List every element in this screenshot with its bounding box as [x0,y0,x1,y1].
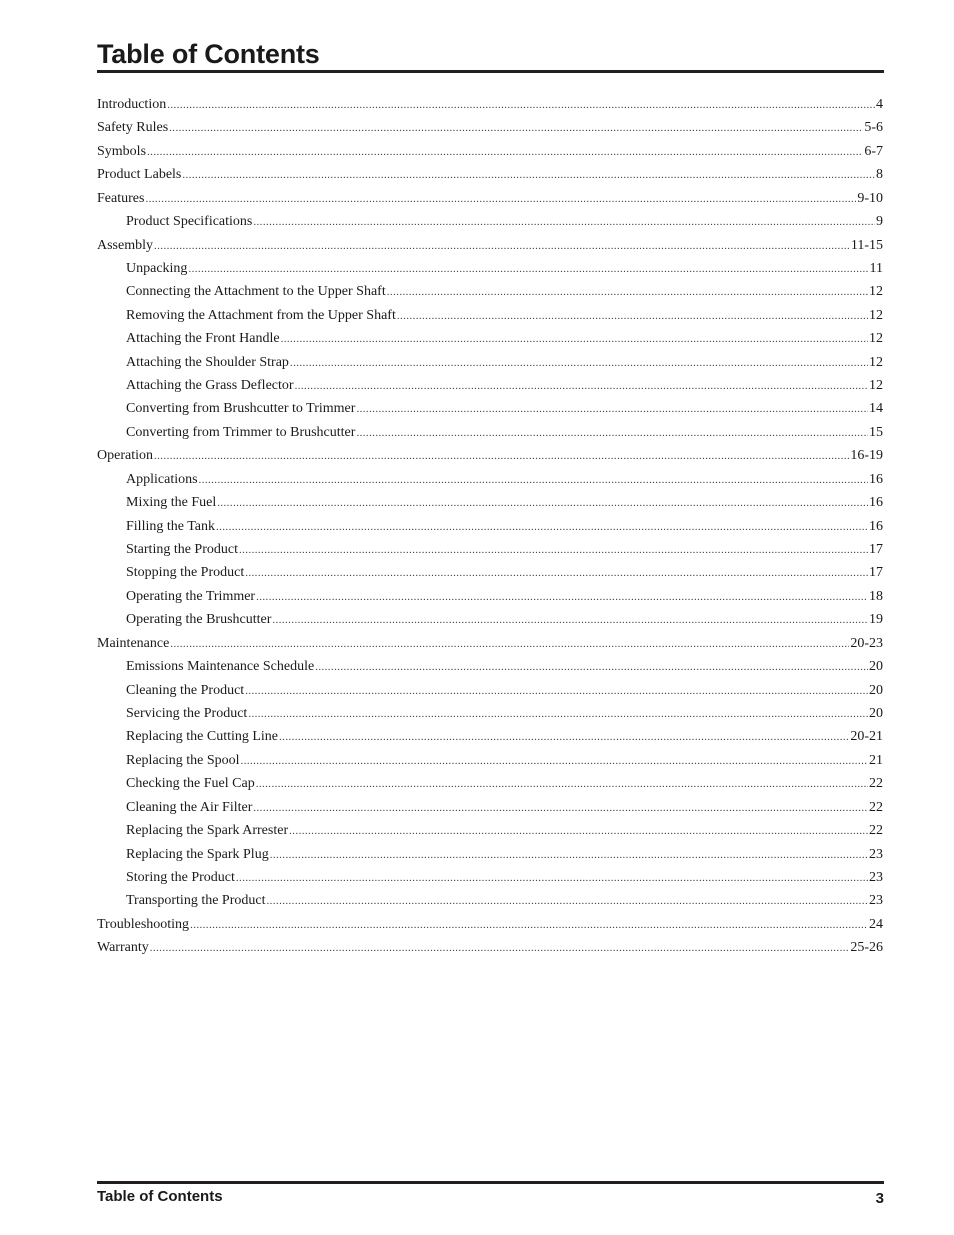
toc-entry-label: Safety Rules [97,120,169,136]
toc-dot-leader [245,562,868,585]
toc-entry[interactable] [97,210,883,233]
toc-entry-label: Mixing the Fuel [126,495,217,511]
toc-entry[interactable] [97,843,883,866]
toc-entry[interactable] [97,796,883,819]
toc-entry-page: 20-21 [850,729,883,745]
toc-entry-label: Assembly [97,237,153,253]
toc-dot-leader [248,703,868,726]
toc-entry-label: Transporting the Product [126,893,266,909]
toc-entry-page: 16 [869,518,883,534]
toc-dot-leader [387,281,868,304]
title-divider [97,70,884,73]
toc-entry-page: 16 [869,471,883,487]
toc-entry[interactable] [97,257,883,280]
toc-entry[interactable] [97,444,883,467]
toc-entry-page: 12 [869,354,883,370]
toc-entry-page: 12 [869,284,883,300]
toc-entry[interactable] [97,608,883,631]
toc-dot-leader [253,211,875,234]
toc-entry-label: Product Specifications [126,214,253,230]
toc-entry[interactable] [97,397,883,420]
toc-dot-leader [315,656,868,679]
page-title: Table of Contents [97,39,320,69]
toc-entry-label: Unpacking [126,260,188,276]
table-of-contents [97,93,883,960]
toc-entry[interactable] [97,936,883,959]
toc-entry-page: 4 [876,97,883,112]
toc-entry[interactable] [97,889,883,912]
toc-entry-label: Starting the Product [126,542,238,558]
toc-entry-label: Applications [126,471,198,487]
toc-dot-leader [236,867,868,890]
toc-entry[interactable] [97,93,883,116]
toc-entry-label: Replacing the Cutting Line [126,729,279,745]
toc-entry-page: 12 [869,378,883,394]
toc-entry[interactable] [97,702,883,725]
toc-entry-label: Replacing the Spool [126,752,240,768]
toc-dot-leader [147,141,863,164]
toc-dot-leader [295,375,868,398]
toc-dot-leader [182,164,875,187]
toc-entry-label: Features [97,190,145,206]
footer-section-title: Table of Contents [97,1188,223,1205]
toc-dot-leader [245,680,868,703]
toc-entry-page: 5-6 [864,120,883,136]
toc-entry-page: 14 [869,401,883,417]
toc-entry-page: 23 [869,893,883,909]
toc-entry-label: Operating the Trimmer [126,588,256,604]
toc-entry-label: Warranty [97,940,149,956]
toc-entry-label: Operation [97,448,153,464]
toc-entry[interactable] [97,772,883,795]
toc-entry[interactable] [97,725,883,748]
toc-dot-leader [397,305,868,328]
toc-dot-leader [170,633,849,656]
toc-dot-leader [239,539,868,562]
toc-entry-page: 15 [869,424,883,440]
toc-entry-page: 11 [869,260,883,276]
toc-entry-page: 12 [869,331,883,347]
toc-entry-page: 12 [869,307,883,323]
toc-dot-leader [169,117,863,140]
toc-entry-label: Connecting the Attachment to the Upper Shaft [126,284,386,300]
toc-entry-page: 16-19 [850,448,883,464]
toc-entry-label: Attaching the Shoulder Strap [126,354,289,370]
toc-entry[interactable] [97,491,883,514]
toc-entry[interactable] [97,304,883,327]
toc-entry-label: Emissions Maintenance Schedule [126,659,315,675]
toc-dot-leader [266,890,868,913]
toc-entry-label: Cleaning the Air Filter [126,799,253,815]
toc-dot-leader [217,492,868,515]
toc-entry[interactable] [97,561,883,584]
toc-entry-page: 22 [869,776,883,792]
toc-entry-page: 8 [876,167,883,183]
toc-entry-label: Removing the Attachment from the Upper Shaft [126,307,396,323]
toc-entry-label: Storing the Product [126,869,235,885]
toc-dot-leader [256,586,868,609]
toc-entry-label: Checking the Fuel Cap [126,776,255,792]
toc-entry-label: Operating the Brushcutter [126,612,272,628]
toc-dot-leader [289,820,868,843]
toc-entry-page: 20-23 [850,635,883,651]
toc-entry-page: 19 [869,612,883,628]
toc-dot-leader [279,726,849,749]
toc-entry[interactable] [97,280,883,303]
toc-entry-page: 16 [869,495,883,511]
toc-entry-label: Converting from Trimmer to Brushcutter [126,424,356,440]
toc-entry[interactable] [97,234,883,257]
toc-entry[interactable] [97,749,883,772]
toc-entry[interactable] [97,632,883,655]
toc-entry[interactable] [97,327,883,350]
footer-page-number: 3 [875,1190,884,1207]
toc-dot-leader [290,352,868,375]
toc-entry-label: Troubleshooting [97,916,190,932]
toc-entry-page: 9 [876,214,883,230]
toc-entry-page: 17 [869,565,883,581]
toc-entry-page: 25-26 [850,940,883,956]
toc-dot-leader [167,94,875,117]
toc-entry-page: 6-7 [864,143,883,159]
toc-entry-label: Stopping the Product [126,565,245,581]
toc-entry[interactable] [97,585,883,608]
toc-entry-label: Servicing the Product [126,705,248,721]
toc-entry-label: Maintenance [97,635,170,651]
toc-entry-page: 22 [869,823,883,839]
toc-entry[interactable] [97,187,883,210]
toc-entry-page: 23 [869,869,883,885]
toc-dot-leader [356,398,868,421]
toc-entry-page: 11-15 [850,237,883,253]
toc-entry-label: Filling the Tank [126,518,215,534]
toc-entry-label: Converting from Brushcutter to Trimmer [126,401,356,417]
toc-entry-label: Attaching the Grass Deflector [126,378,294,394]
toc-dot-leader [150,937,850,960]
toc-dot-leader [253,797,868,820]
toc-dot-leader [216,516,868,539]
toc-entry[interactable] [97,913,883,936]
toc-dot-leader [241,750,868,773]
toc-entry[interactable] [97,140,883,163]
toc-dot-leader [199,469,868,492]
toc-entry[interactable] [97,515,883,538]
toc-entry[interactable] [97,116,883,139]
toc-dot-leader [154,445,849,468]
toc-entry-label: Replacing the Spark Plug [126,846,269,862]
toc-entry[interactable] [97,468,883,491]
toc-entry-label: Attaching the Front Handle [126,331,280,347]
toc-dot-leader [281,328,868,351]
toc-entry[interactable] [97,538,883,561]
toc-entry-page: 17 [869,542,883,558]
toc-entry[interactable] [97,655,883,678]
toc-dot-leader [270,844,868,867]
toc-entry-page: 21 [869,752,883,768]
toc-entry[interactable] [97,679,883,702]
toc-entry[interactable] [97,351,883,374]
toc-entry[interactable] [97,163,883,186]
toc-entry-page: 22 [869,799,883,815]
toc-entry-page: 23 [869,846,883,862]
toc-entry[interactable] [97,421,883,444]
toc-entry-label: Symbols [97,143,147,159]
toc-entry-page: 24 [869,916,883,932]
toc-entry-label: Cleaning the Product [126,682,245,698]
toc-entry-page: 20 [869,659,883,675]
toc-entry-label: Introduction [97,97,167,112]
toc-entry-label: Product Labels [97,167,182,183]
toc-entry[interactable] [97,866,883,889]
toc-dot-leader [188,258,868,281]
toc-entry-page: 20 [869,682,883,698]
toc-entry-page: 9-10 [857,190,883,206]
toc-entry[interactable] [97,374,883,397]
toc-entry-page: 18 [869,588,883,604]
toc-dot-leader [256,773,868,796]
toc-dot-leader [190,914,868,937]
toc-entry[interactable] [97,819,883,842]
toc-dot-leader [154,235,850,258]
toc-dot-leader [145,188,856,211]
toc-dot-leader [356,422,868,445]
toc-dot-leader [272,609,868,632]
toc-entry-page: 20 [869,705,883,721]
footer-divider [97,1181,884,1184]
toc-entry-label: Replacing the Spark Arrester [126,823,289,839]
